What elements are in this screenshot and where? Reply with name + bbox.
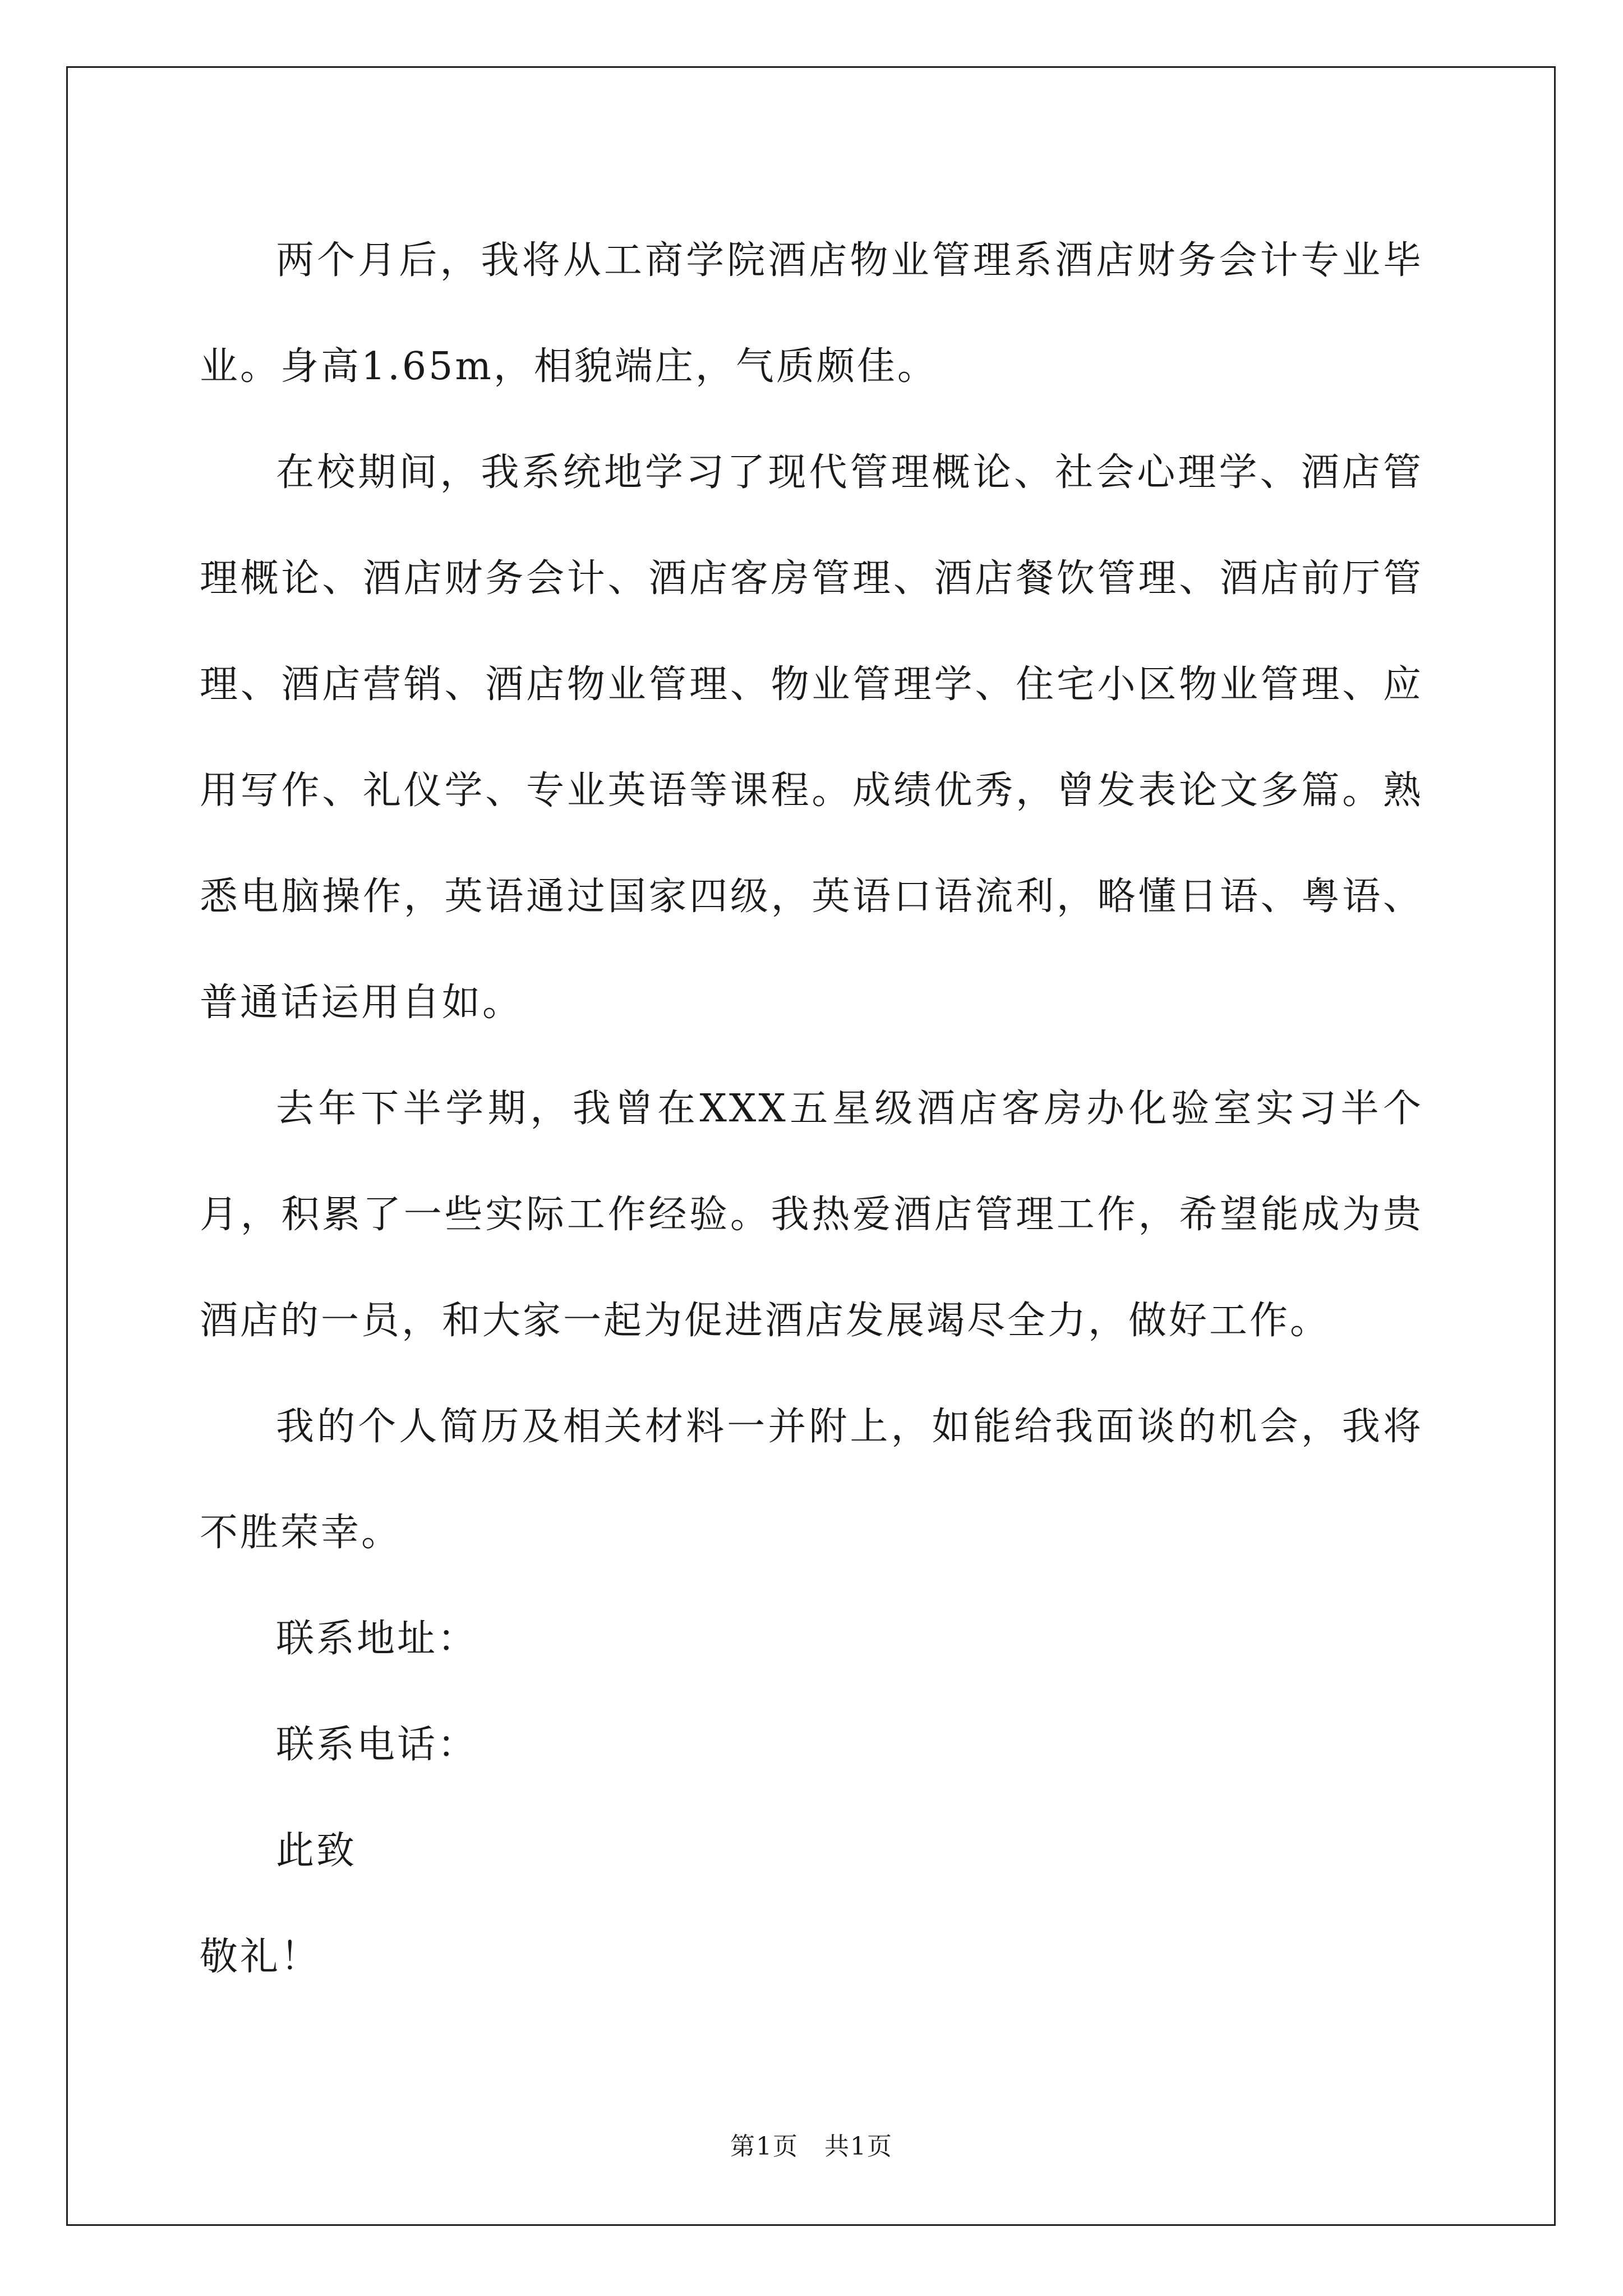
letter-body	[200, 208, 1423, 2010]
paragraph-internship: 去年下半学期，我曾在XXX五星级酒店客房办化验室实习半个月，积累了一些实际工作经验。我热爱酒店管理工作，希望能成为贵酒店的一员，和大家一起为促进酒店发展竭尽全力，做好工作。	[200, 1087, 1423, 1343]
contact-address-label: 联系地址：	[276, 1617, 478, 1661]
page-number-footer: 第1页 共1页	[730, 2132, 893, 2161]
paragraph-studies: 在校期间，我系统地学习了现代管理概论、社会心理学、酒店管理概论、酒店财务会计、酒店客房管理、酒店餐饮管理、酒店前厅管理、酒店营销、酒店物业管理、物业管理学、住宅小区物业管理、应用写作、礼仪学、专业英语等课程。成绩优秀，曾发表论文多篇。熟悉电脑操作，英语通过国家四级，英语口语流利，略懂日语、粤语、普通话运用自如。	[200, 450, 1423, 1025]
paragraph-graduation: 两个月后，我将从工商学院酒店物业管理系酒店财务会计专业毕业。身高1.65m，相貌端庄，气质颇佳。	[200, 238, 1423, 389]
closing-jingli: 敬礼！	[200, 1935, 321, 1979]
paragraph-attachments: 我的个人简历及相关材料一并附上，如能给我面谈的机会，我将不胜荣幸。	[200, 1405, 1423, 1555]
salutation-cizhi: 此致	[276, 1829, 357, 1873]
contact-phone-label: 联系电话：	[276, 1723, 478, 1767]
